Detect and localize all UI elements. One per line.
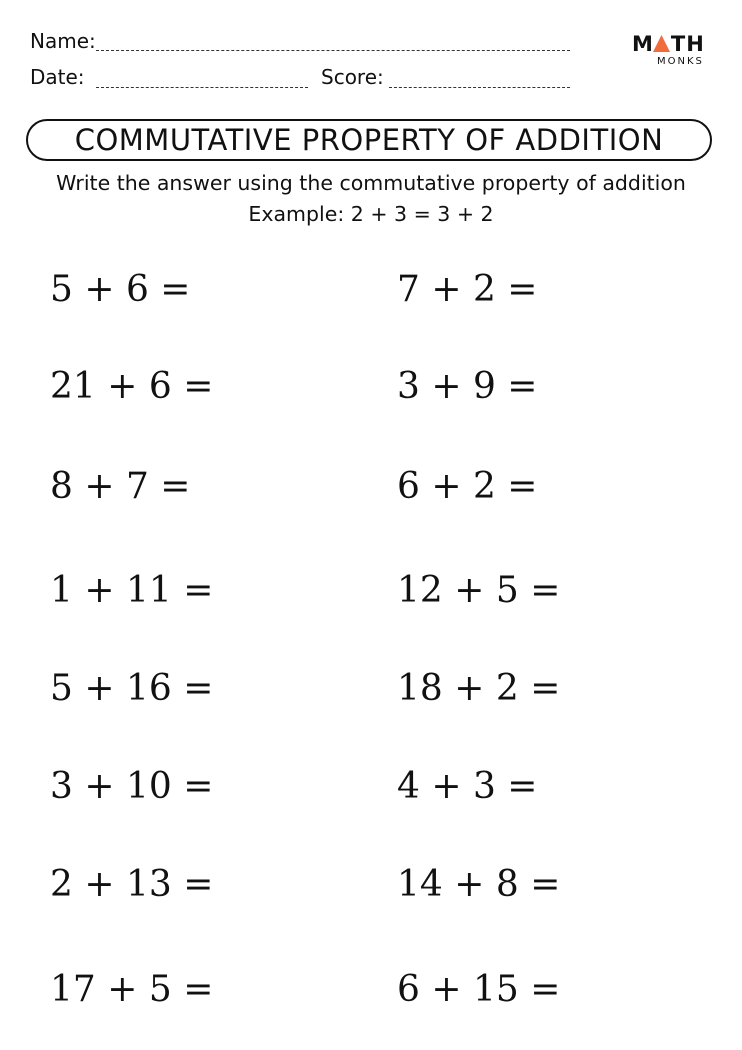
problem-right-5: 18 + 2 = — [397, 668, 561, 709]
problem-left-8: 17 + 5 = — [50, 969, 214, 1010]
problem-left-1: 5 + 6 = — [50, 269, 191, 310]
logo-letters-th: TH — [670, 32, 705, 56]
problem-right-1: 7 + 2 = — [397, 269, 538, 310]
triangle-icon — [653, 35, 670, 52]
problem-left-6: 3 + 10 = — [50, 766, 214, 807]
problem-right-8: 6 + 15 = — [397, 969, 561, 1010]
problem-left-5: 5 + 16 = — [50, 668, 214, 709]
problem-left-4: 1 + 11 = — [50, 570, 214, 611]
problem-right-3: 6 + 2 = — [397, 466, 538, 507]
problem-right-2: 3 + 9 = — [397, 366, 538, 407]
math-monks-logo — [632, 32, 714, 72]
instructions: Write the answer using the commutative property of addition — [56, 171, 686, 195]
logo-letter-m: M — [632, 32, 654, 56]
page-title: COMMUTATIVE PROPERTY OF ADDITION — [74, 123, 664, 157]
problem-right-4: 12 + 5 = — [397, 570, 561, 611]
name-label: Name: — [30, 29, 96, 53]
problem-right-7: 14 + 8 = — [397, 864, 561, 905]
score-line[interactable] — [389, 87, 570, 88]
problem-left-2: 21 + 6 = — [50, 366, 214, 407]
problem-right-6: 4 + 3 = — [397, 766, 538, 807]
logo-sub: MONKS — [657, 56, 704, 67]
score-label: Score: — [321, 65, 384, 89]
title-banner — [26, 119, 712, 161]
name-line[interactable] — [96, 50, 570, 51]
date-line[interactable] — [96, 87, 308, 88]
date-label: Date: — [30, 65, 85, 89]
example: Example: 2 + 3 = 3 + 2 — [248, 202, 494, 226]
problem-left-7: 2 + 13 = — [50, 864, 214, 905]
problem-left-3: 8 + 7 = — [50, 466, 191, 507]
